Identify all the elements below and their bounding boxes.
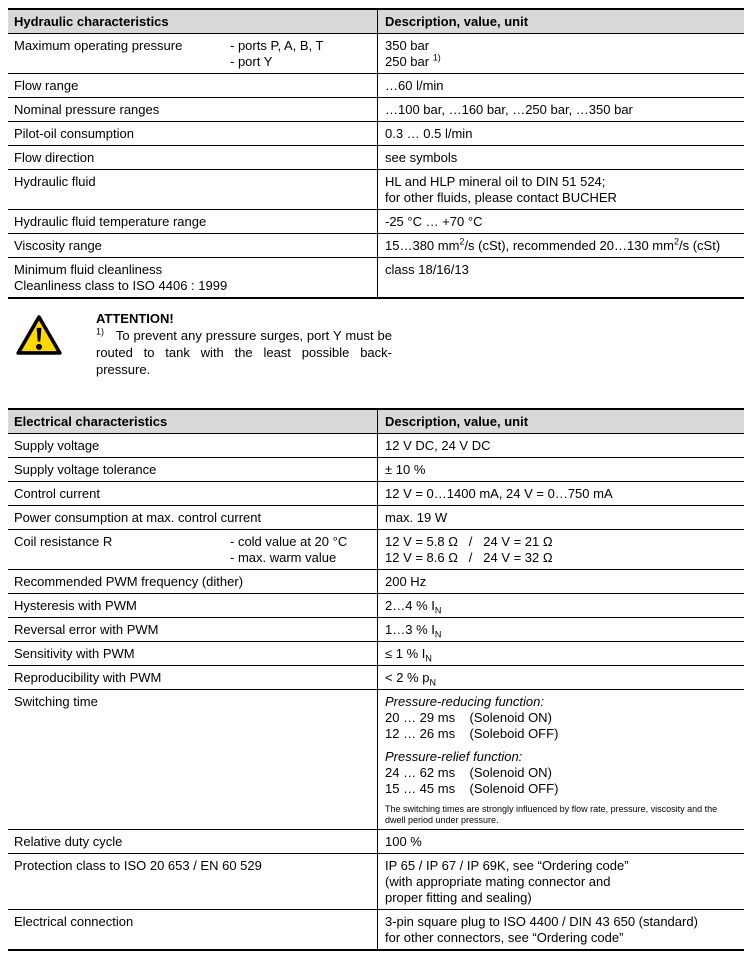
table-row — [8, 170, 744, 210]
row-label: Control current — [14, 486, 100, 501]
warning-body: $^{1)}$ To prevent any pressure surges, port Y must be routed to tank with the least possible back-pressure. — [96, 326, 392, 377]
table-header-right: Description, value, unit — [377, 10, 744, 33]
table-row — [8, 34, 744, 74]
table-row — [8, 642, 744, 666]
row-value: 3-pin square plug to ISO 4400 / DIN 43 650 (standard) for other connectors, see “Ordering code” — [377, 910, 744, 949]
row-label: Hydraulic fluid — [14, 174, 96, 189]
row-label: Coil resistance R — [14, 534, 113, 549]
row-label: Hysteresis with PWM — [14, 598, 137, 613]
row-label: Minimum fluid cleanliness Cleanliness class to ISO 4406 : 1999 — [14, 262, 228, 293]
row-label: Reproducibility with PWM — [14, 670, 162, 685]
table-row — [8, 74, 744, 98]
row-label: Viscosity range — [14, 238, 102, 253]
table-row — [8, 234, 744, 258]
table-header-left: Hydraulic characteristics — [14, 14, 169, 29]
table-row — [8, 570, 744, 594]
table-row — [8, 258, 744, 297]
table-header-right: Description, value, unit — [377, 410, 744, 433]
warning-text-block — [96, 310, 392, 378]
row-value: IP 65 / IP 67 / IP 69K, see “Ordering code” (with appropriate mating connector and proper fitting and sealing) — [377, 854, 744, 909]
row-sublabel: - ports P, A, B, T - port Y — [230, 38, 324, 69]
row-value: 12 V = 0…1400 mA, 24 V = 0…750 mA — [377, 482, 744, 505]
row-value: 1…3 % $I_N$ — [377, 618, 744, 641]
row-value: < 2 % $p_N$ — [377, 666, 744, 689]
hydraulic-characteristics-table — [8, 8, 744, 299]
row-value: 350 bar 250 bar $^{1)}$ — [377, 34, 744, 73]
table-row — [8, 666, 744, 690]
row-label: Hydraulic fluid temperature range — [14, 214, 207, 229]
row-value: …60 l/min — [377, 74, 744, 97]
row-label: Flow direction — [14, 150, 95, 165]
row-value: class 18/16/13 — [377, 258, 744, 297]
row-value: 15…380 $mm^2/s$ (cSt), recommended 20…130 $mm^2/s$ (cSt) — [377, 234, 744, 257]
row-value: see symbols — [377, 146, 744, 169]
row-label: Supply voltage tolerance — [14, 462, 157, 477]
row-label: Power consumption at max. control current — [14, 510, 262, 525]
table-header-left: Electrical characteristics — [14, 414, 168, 429]
row-value: ≤ 1 % $I_N$ — [377, 642, 744, 665]
row-value: 12 V = 5.8 Ω / 24 V = 21 Ω 12 V = 8.6 Ω / 24 V = 32 Ω — [377, 530, 744, 569]
row-label: Reversal error with PWM — [14, 622, 159, 637]
row-value: 0.3 … 0.5 l/min — [377, 122, 744, 145]
table-row — [8, 854, 744, 910]
row-value: Pressure-reducing function: 20 … 29 ms (Solenoid ON) 12 … 26 ms (Soleboid OFF) Pressure-relief function: 24 … 62 ms (Solenoid ON) 15 … 45 ms (Solenoid OFF) The switching times are strongly influenced by flow rate, pressure, viscosity and the dwell period under pressure. — [377, 690, 744, 829]
table-row — [8, 618, 744, 642]
row-label: Recommended PWM frequency (dither) — [14, 574, 244, 589]
table-row — [8, 98, 744, 122]
table-row — [8, 458, 744, 482]
row-label: Relative duty cycle — [14, 834, 123, 849]
row-label: Maximum operating pressure — [14, 38, 183, 53]
electrical-characteristics-table — [8, 408, 744, 951]
row-label: Pilot-oil consumption — [14, 126, 134, 141]
attention-note — [10, 310, 744, 378]
table-row — [8, 434, 744, 458]
row-value: 2…4 % $I_N$ — [377, 594, 744, 617]
table-row — [8, 594, 744, 618]
table-row — [8, 482, 744, 506]
row-value: 100 % — [377, 830, 744, 853]
row-value: 12 V DC, 24 V DC — [377, 434, 744, 457]
row-sublabel: - cold value at 20 °C - max. warm value — [230, 534, 348, 565]
row-label: Supply voltage — [14, 438, 100, 453]
row-label: Protection class to ISO 20 653 / EN 60 529 — [14, 858, 262, 873]
warning-title: ATTENTION! — [96, 311, 174, 326]
table-row — [8, 690, 744, 830]
table-header-row — [8, 410, 744, 434]
row-label: Nominal pressure ranges — [14, 102, 160, 117]
row-label: Flow range — [14, 78, 79, 93]
row-value: ± 10 % — [377, 458, 744, 481]
row-value: 200 Hz — [377, 570, 744, 593]
table-header-row — [8, 10, 744, 34]
table-row — [8, 910, 744, 949]
table-row — [8, 830, 744, 854]
row-label: Sensitivity with PWM — [14, 646, 135, 661]
row-value: HL and HLP mineral oil to DIN 51 524; for other fluids, please contact BUCHER — [377, 170, 744, 209]
table-row — [8, 506, 744, 530]
row-value: max. 19 W — [377, 506, 744, 529]
row-value: -25 °C … +70 °C — [377, 210, 744, 233]
row-label: Switching time — [14, 694, 98, 709]
row-value: …100 bar, …160 bar, …250 bar, …350 bar — [377, 98, 744, 121]
table-row — [8, 530, 744, 570]
warning-triangle-icon — [16, 314, 62, 356]
table-row — [8, 146, 744, 170]
table-row — [8, 122, 744, 146]
row-label: Electrical connection — [14, 914, 134, 929]
table-row — [8, 210, 744, 234]
